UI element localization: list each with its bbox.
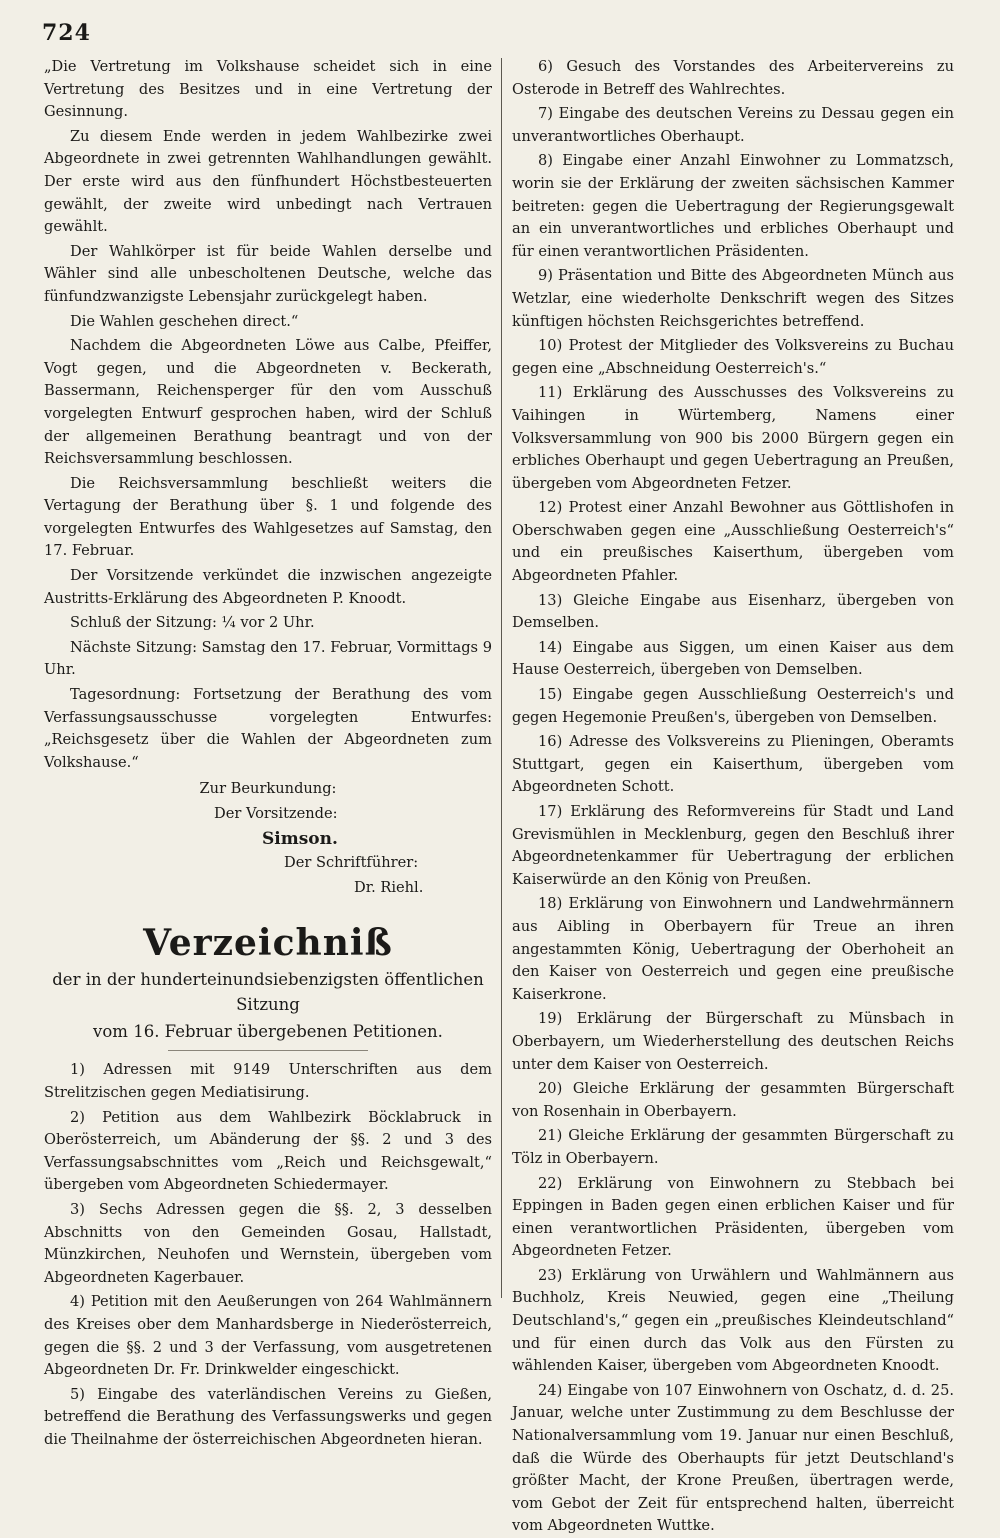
right-column: [512, 56, 954, 1538]
petition-item: 23) Erklärung von Urwählern und Wahlmännern aus Buchholz, Kreis Neuwied, gegen eine „Theilung Deutschland's,“ gegen ein „preußisches Kleindeutschland“ und für einen durch das Volk aus den Fürsten zu wählenden Kaiser, übergeben vom Abgeordneten Knoodt.: [512, 1266, 954, 1375]
paragraph: Der Wahlkörper ist für beide Wahlen derselbe und Wähler sind alle unbescholtenen Deutsche, welche das fünfundzwanzigste Lebensjahr zurückgelegt haben.: [44, 242, 492, 305]
heading-divider: [168, 1050, 368, 1051]
petition-item: 14) Eingabe aus Siggen, um einen Kaiser aus dem Hause Oesterreich, übergeben von Demselben.: [512, 638, 954, 679]
petition-item: 18) Erklärung von Einwohnern und Landwehrmännern aus Aibling in Oberbayern für Treue an ihren angestammten König, Uebertragung der Oberhoheit an den Kaiser von Oesterreich und gegen eine preußische Kaiserkrone.: [512, 895, 954, 1003]
paragraph: Zu diesem Ende werden in jedem Wahlbezirke zwei Abgeordnete in zwei getrennten Wahlhandlungen gewählt. Der erste wird aus den fünfhundert Höchstbesteuerten gewählt, der zweite wird unbedingt nach Vertrauen gewählt.: [44, 127, 492, 236]
petition-item: 24) Eingabe von 107 Einwohnern von Oschatz, d. d. 25. Januar, welche unter Zustimmung zu dem Beschlusse der Nationalversammlung vom 19. Januar nur einen Beschluß, daß die Würde des Oberhaupts für jetzt Deutschland's größter Macht, der Krone Preußen, übertragen werde, vom Gebot der Zeit für entsprechend halten, überreicht vom Abgeordneten Wuttke.: [512, 1381, 954, 1535]
secretary-name: Dr. Riehl.: [354, 878, 424, 896]
petition-item: 19) Erklärung der Bürgerschaft zu Münsbach in Oberbayern, um Wiederherstellung des deutschen Reichs unter dem Kaiser von Oesterreich.: [512, 1010, 954, 1073]
paragraph: Der Vorsitzende verkündet die inzwischen angezeigte Austritts-Erklärung des Abgeordneten P. Knoodt.: [44, 567, 492, 607]
petition-item: 21) Gleiche Erklärung der gesammten Bürgerschaft zu Tölz in Oberbayern.: [512, 1127, 954, 1167]
secretary-title: Der Schriftführer:: [284, 854, 419, 872]
petition-item: 5) Eingabe des vaterländischen Vereins zu Gießen, betreffend die Berathung des Verfassungswerks und gegen die Theilnahme der österreichischen Abgeordneten hieran.: [44, 1385, 492, 1448]
paragraph: Die Reichsversammlung beschließt weiters die Vertagung der Berathung über §. 1 und folgende des vorgelegten Entwurfes des Wahlgesetzes auf Samstag, den 17. Februar.: [44, 474, 492, 560]
petition-item: 13) Gleiche Eingabe aus Eisenharz, übergeben von Demselben.: [512, 591, 954, 632]
petition-item: 12) Protest einer Anzahl Bewohner aus Göttlishofen in Oberschwaben gegen eine „Ausschließung Oesterreich's“ und ein preußisches Kaiserthum, übergeben vom Abgeordneten Pfahler.: [512, 499, 954, 585]
paragraph: Tagesordnung: Fortsetzung der Berathung des vom Verfassungsausschusse vorgelegten Entwurfes: „Reichsgesetz über die Wahlen der Abgeordneten zum Volkshause.“: [44, 686, 492, 771]
petition-item: 20) Gleiche Erklärung der gesammten Bürgerschaft von Rosenhain in Oberbayern.: [512, 1080, 954, 1120]
chair-title: Der Vorsitzende:: [214, 805, 338, 822]
list-subheading: der in der hunderteinundsiebenzigsten öffentlichen Sitzung: [52, 970, 484, 1015]
petition-item: 2) Petition aus dem Wahlbezirk Böcklabruck in Oberösterreich, um Abänderung der §§. 2 und 3 des Verfassungsabschnittes vom „Reich und Reichsgewalt,“ übergeben vom Abgeordneten Schiedermayer.: [44, 1108, 492, 1194]
petition-item: 4) Petition mit den Aeußerungen von 264 Wahlmännern des Kreises ober dem Manhardsberge in Niederösterreich, gegen die §§. 2 und 3 der Verfassung, vom ausgetretenen Abgeordneten Dr. Fr. Drinkwelder eingeschickt.: [44, 1293, 492, 1379]
paragraph: Schluß der Sitzung: ¼ vor 2 Uhr.: [70, 614, 315, 632]
left-column: [44, 56, 492, 1451]
petition-item: 8) Eingabe einer Anzahl Einwohner zu Lommatzsch, worin sie der Erklärung der zweiten sächsischen Kammer beitreten: gegen die Uebertragung der Regierungsgewalt an ein unverantwortliches und erbliches Oberhaupt und für einen verantwortlichen Präsidenten.: [512, 152, 954, 260]
petition-item: 16) Adresse des Volksvereins zu Plieningen, Oberamts Stuttgart, gegen ein Kaiserthum, übergeben vom Abgeordneten Schott.: [512, 733, 954, 796]
petition-item: 7) Eingabe des deutschen Vereins zu Dessau gegen ein unverantwortliches Oberhaupt.: [512, 105, 954, 145]
petition-item: 1) Adressen mit 9149 Unterschriften aus dem Strelitzischen gegen Mediatisirung.: [44, 1061, 492, 1101]
list-subheading: vom 16. Februar übergebenen Petitionen.: [93, 1022, 443, 1042]
column-divider: [501, 58, 502, 1298]
chair-name: Simson.: [262, 828, 338, 849]
petition-item: 10) Protest der Mitglieder des Volksvereins zu Buchau gegen eine „Abschneidung Oesterreich's.“: [512, 337, 954, 377]
petition-item: 6) Gesuch des Vorstandes des Arbeitervereins zu Osterode in Betreff des Wahlrechtes.: [512, 58, 954, 98]
page-number: 724: [42, 20, 91, 46]
petition-item: 15) Eingabe gegen Ausschließung Oesterreich's und gegen Hegemonie Preußen's, übergeben von Demselben.: [512, 686, 954, 726]
petition-item: 3) Sechs Adressen gegen die §§. 2, 3 desselben Abschnitts von den Gemeinden Gosau, Hallstadt, Münzkirchen, Neuhofen und Wernstein, übergeben vom Abgeordneten Kagerbauer.: [44, 1200, 492, 1286]
list-heading: Verzeichniß: [143, 922, 393, 965]
paragraph: Nachdem die Abgeordneten Löwe aus Calbe, Pfeiffer, Vogt gegen, und die Abgeordneten v. Beckerath, Bassermann, Reichensperger für den vom Ausschuß vorgelegten Entwurf gesprochen haben, wird der Schluß der allgemeinen Berathung beantragt und von der Reichsversammlung beschlossen.: [44, 337, 492, 468]
signature-intro: Zur Beurkundung:: [199, 780, 337, 798]
petition-item: 17) Erklärung des Reformvereins für Stadt und Land Grevismühlen in Mecklenburg, gegen den Beschluß ihrer Abgeordnetenkammer für Uebertragung der erblichen Kaiserwürde an den König von Preußen.: [512, 803, 954, 888]
petition-item: 9) Präsentation und Bitte des Abgeordneten Münch aus Wetzlar, eine wiederholte Denkschrift wegen des Sitzes künftigen höchsten Reichsgerichtes betreffend.: [512, 267, 954, 330]
paragraph: „Die Vertretung im Volkshause scheidet sich in eine Vertretung des Besitzes und in eine Vertretung der Gesinnung.: [44, 58, 492, 121]
petition-item: 22) Erklärung von Einwohnern zu Stebbach bei Eppingen in Baden gegen einen erblichen Kaiser und für einen verantwortlichen Präsidenten, übergeben vom Abgeordneten Fetzer.: [512, 1174, 954, 1260]
paragraph: Nächste Sitzung: Samstag den 17. Februar, Vormittags 9 Uhr.: [44, 638, 492, 679]
petition-item: 11) Erklärung des Ausschusses des Volksvereins zu Vaihingen in Würtemberg, Namens einer Volksversammlung von 900 bis 2000 Bürgern gegen ein erbliches Oberhaupt und gegen Uebertragung an Preußen, übergeben vom Abgeordneten Fetzer.: [512, 384, 954, 492]
paragraph: Die Wahlen geschehen direct.“: [70, 312, 299, 330]
